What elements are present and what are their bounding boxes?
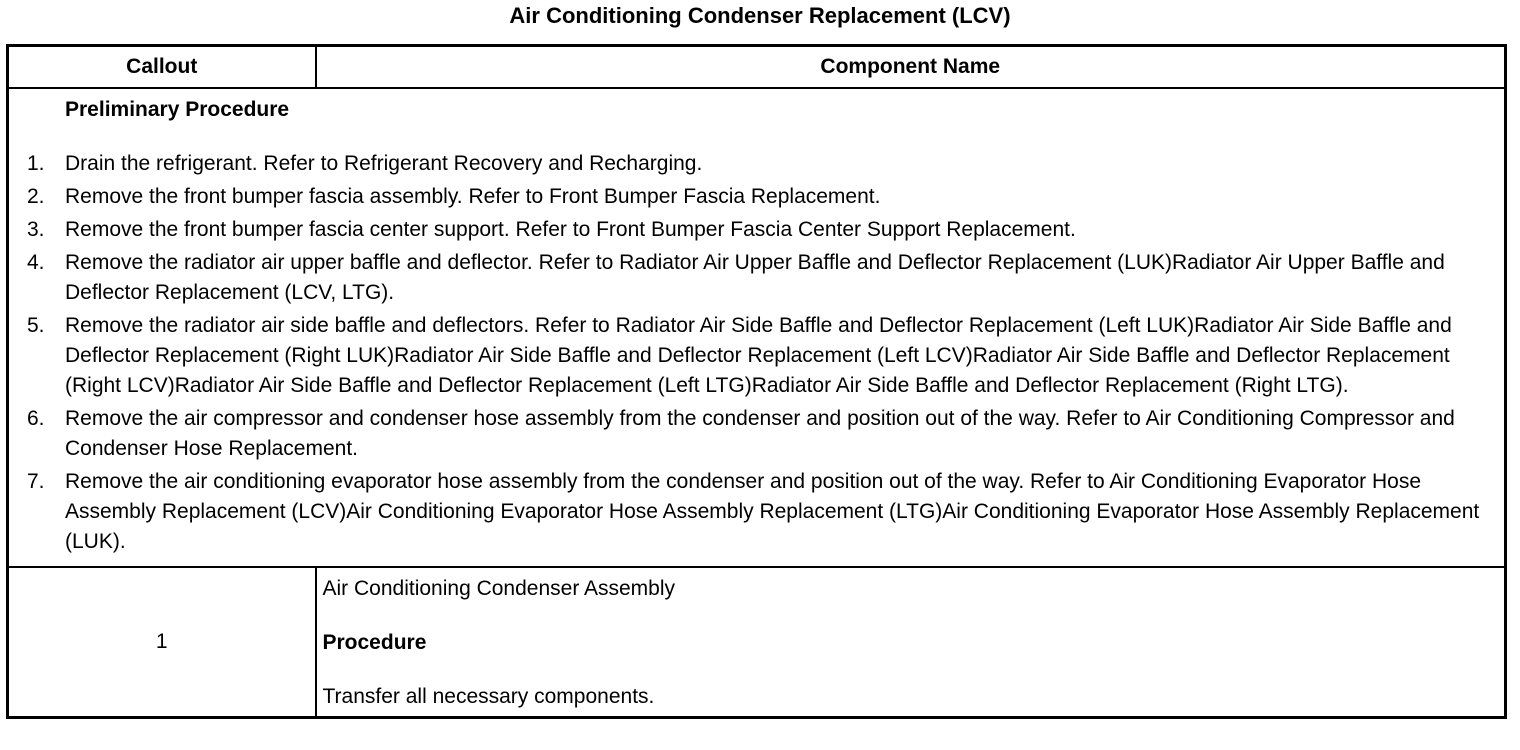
step-number: 2. <box>27 185 45 208</box>
list-item <box>27 182 1494 212</box>
table-header-row <box>8 46 1506 89</box>
step-number: 4. <box>27 251 45 274</box>
step-number: 5. <box>27 314 45 337</box>
step-text: Remove the front bumper fascia center support. Refer to Front Bumper Fascia Center Support Replacement. <box>65 218 1076 241</box>
step-number: 7. <box>27 470 45 493</box>
component-name: Air Conditioning Condenser Assembly <box>322 577 676 600</box>
list-item <box>27 404 1494 464</box>
page-title: Air Conditioning Condenser Replacement (LCV) <box>509 3 1011 28</box>
list-item <box>27 248 1494 308</box>
step-text: Remove the radiator air upper baffle and deflector. Refer to Radiator Air Upper Baffle and Deflector Replacement (LUK)Radiator Air Upper Baffle and Deflector Replacement (LCV, LTG). <box>65 251 1445 304</box>
step-text: Remove the front bumper fascia assembly. Refer to Front Bumper Fascia Replacement. <box>65 185 881 208</box>
list-item <box>27 467 1494 557</box>
step-number: 3. <box>27 218 45 241</box>
procedure-table <box>6 44 1507 719</box>
list-item <box>27 311 1494 401</box>
preliminary-heading: Preliminary Procedure <box>65 98 290 121</box>
step-text: Remove the air conditioning evaporator hose assembly from the condenser and position out of the way. Refer to Air Conditioning Evaporator Hose Assembly Replacement (LCV)Air Conditioning Evaporator Hose Assembly Replacement (LTG)Air Conditioning Evaporator Hose Assembly Replacement (LUK). <box>65 470 1480 553</box>
procedure-text: Transfer all necessary components. <box>322 685 655 708</box>
header-component-name: Component Name <box>316 46 1506 89</box>
header-callout: Callout <box>8 46 316 89</box>
procedure-label: Procedure <box>322 631 427 654</box>
table-row <box>8 567 1506 718</box>
list-item <box>27 215 1494 245</box>
component-cell <box>316 567 1506 718</box>
step-number: 6. <box>27 407 45 430</box>
preliminary-procedure-cell <box>8 88 1506 567</box>
step-text: Remove the radiator air side baffle and deflectors. Refer to Radiator Air Side Baffle and Deflector Replacement (Left LUK)Radiator Air Side Baffle and Deflector Replacement (Right LUK)Radiator Air Side Baffle and Deflector Replacement (Left LCV)Radiator Air Side Baffle and Deflector Replacement (Right LCV)Radiator Air Side Baffle and Deflector Replacement (Left LTG)Radiator Air Side Baffle and Deflector Replacement (Right LTG). <box>65 314 1452 397</box>
list-item <box>27 149 1494 179</box>
step-text: Drain the refrigerant. Refer to Refrigerant Recovery and Recharging. <box>65 152 703 175</box>
step-number: 1. <box>27 152 45 175</box>
preliminary-steps-list <box>27 149 1494 557</box>
callout-number: 1 <box>8 567 316 718</box>
step-text: Remove the air compressor and condenser hose assembly from the condenser and position out of the way. Refer to Air Conditioning Compressor and Condenser Hose Replacement. <box>65 407 1455 460</box>
preliminary-row <box>8 88 1506 567</box>
